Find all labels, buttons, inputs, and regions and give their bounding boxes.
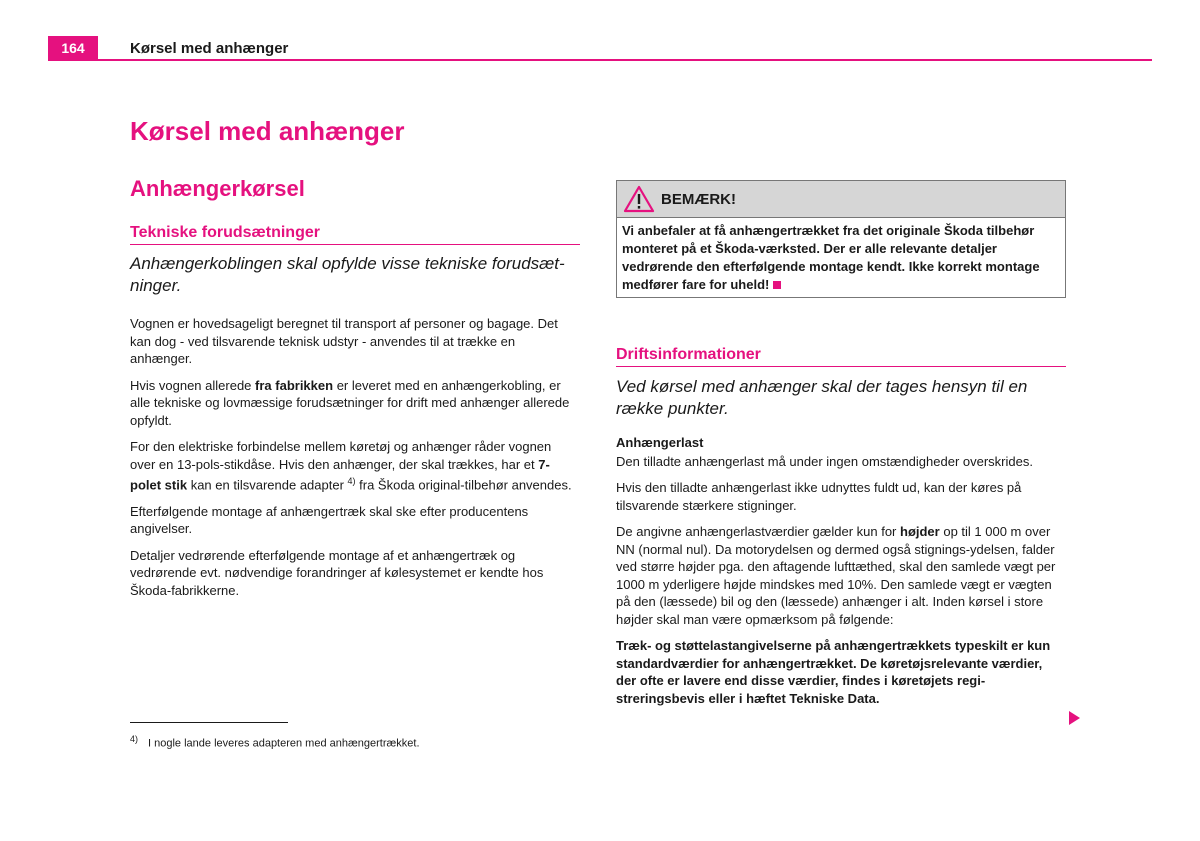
label-trailer-load: Anhængerlast [616,435,704,450]
paragraph: Detaljer vedrørende efterfølgende montage af et anhængertræk og vedrørende evt. nødvendige forandringer af kølesystemet er kendte hos Škoda-fabrikkerne. [130,547,544,598]
text-run: Hvis vognen allerede [130,377,256,393]
text-run: De angivne anhængerlastværdier gælder kun for [616,524,900,539]
warning-body [617,217,1065,297]
text-run: fra Škoda original-tilbehør anvendes. [355,477,572,493]
warning-title: BEMÆRK! [661,190,736,208]
footnote-marker: 4) [130,734,139,744]
subheading-operation: Driftsinformationer [616,346,1066,367]
footnote-text: I nogle lande leveres adapteren med anhængertrækket. [148,737,420,750]
paragraph: Den tilladte anhængerlast må under ingen omstændigheder overskrides. [616,453,1033,469]
bold-text: 7-polet stik [130,456,550,493]
end-mark-icon [773,281,781,289]
paragraph-bold: Træk- og støttelastangivelserne på anhængertrækkets typeskilt er kun standardværdier for anhængertrækket. De køretøjsrelevante værdier, der ofte er lavere end disse værdier, findes i køretøjets regi-streringsbevis eller i hæftet Tekniske Data. [616,638,1051,706]
text-run: For den elektriske forbindelse mellem køretøj og anhænger råder vognen over en 13-pols-stikdåse. Hvis den anhænger, der skal trækkes, har et [130,439,552,472]
running-title: Kørsel med anhænger [130,40,289,57]
warning-box [616,180,1066,298]
next-page-arrow-icon[interactable] [1069,711,1080,725]
text-run: kan en tilsvarende adapter [187,477,348,493]
header-rule [48,59,1152,61]
warning-header [617,181,1065,217]
bold-text: fra fabrikken [255,377,334,393]
paragraph [130,438,580,494]
footnote-rule [130,722,288,723]
paragraph [130,377,580,430]
section-heading: Anhængerkørsel [130,176,305,201]
lead-paragraph: Ved kørsel med anhænger skal der tages hensyn til en række punkter. [616,377,1028,418]
page-number: 164 [48,36,98,60]
subheading-technical: Tekniske forudsætninger [130,224,580,245]
text-run: er leveret med en anhængerkobling, er alle tekniske og lovmæssige forudsætninger for drift med anhænger allerede opfyldt. [130,377,570,428]
footnote-ref[interactable]: 4) [347,476,356,486]
paragraph: Efterfølgende montage af anhængertræk skal ske efter producentens angivelser. [130,503,529,537]
lead-paragraph: Anhængerkoblingen skal opfylde visse tekniske forudsæt-ninger. [130,254,565,295]
warning-text: Vi anbefaler at få anhængertrækket fra det originale Škoda tilbehør monteret på et Škoda-værksted. Der er alle relevante detaljer vedrørende den efterfølgende montage kendt. Ikke korrekt montage medfører fare for uheld! [622,223,1040,292]
left-column [130,176,580,608]
right-column [616,180,1066,716]
paragraph: Hvis den tilladte anhængerlast ikke udnyttes fuldt ud, kan der køres på tilsvarende stærkere stigninger. [616,480,1022,513]
warning-triangle-icon [623,185,655,213]
page-title: Kørsel med anhænger [130,116,405,146]
paragraph: Vognen er hovedsageligt beregnet til transport af personer og bagage. Det kan dog - ved tilsvarende teknisk udstyr - anvendes til at trække en anhænger. [130,316,558,366]
text-run: op til 1 000 m over NN (normal nul). Da motorydelsen og dermed også stignings-ydelsen, falder ved større højder pga. den aftagende lufttæthed, skal den samlede vægt per 1000 m yderligere højde mindskes med 10%. Den samlede vægt er vægten på den (læssede) bil og den (læssede) anhænger i alt. Inden kørsel i store højder skal man være opmærksom på følgende: [616,524,1056,627]
paragraph [616,523,1066,628]
bold-text: højder [900,524,940,539]
footnote [130,734,420,750]
